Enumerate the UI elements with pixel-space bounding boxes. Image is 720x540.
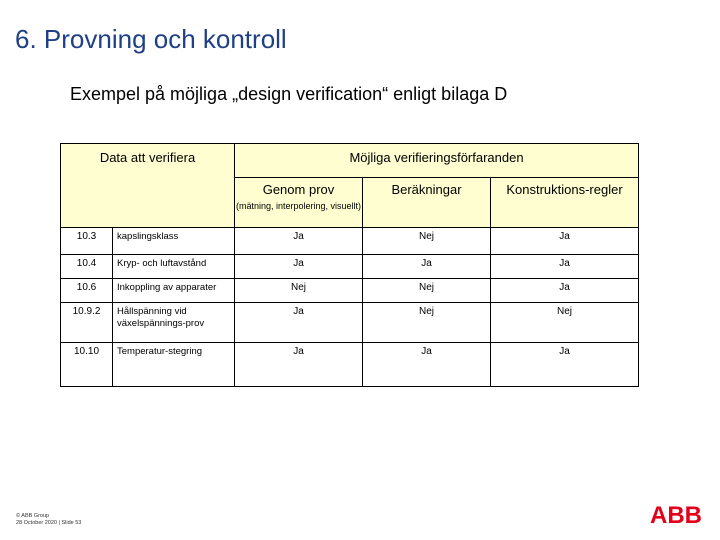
- row-description: kapslingsklass: [113, 228, 235, 255]
- header-verification-methods: Möjliga verifieringsförfaranden: [235, 144, 639, 178]
- table-row: [61, 255, 639, 279]
- row-number: 10.4: [61, 255, 113, 279]
- abb-logo-text: ABB: [650, 502, 702, 526]
- row-description: Kryp- och luftavstånd: [113, 255, 235, 279]
- table-row: [61, 343, 639, 387]
- table-row: [61, 303, 639, 343]
- row-calc-value: Nej: [363, 228, 491, 255]
- abb-logo: [650, 502, 706, 531]
- table-row: [61, 228, 639, 255]
- footer-date-slide: 28 October 2020 | Slide 53: [16, 520, 82, 526]
- row-description: Hållspänning vid växelspännings-prov: [113, 303, 235, 343]
- row-test-value: Ja: [235, 255, 363, 279]
- row-rules-value: Ja: [491, 343, 639, 387]
- footer: [16, 513, 81, 527]
- abb-logo-icon: [650, 502, 706, 526]
- row-calc-value: Nej: [363, 279, 491, 303]
- row-rules-value: Ja: [491, 255, 639, 279]
- row-number: 10.6: [61, 279, 113, 303]
- verification-table: [60, 143, 639, 387]
- row-test-value: Nej: [235, 279, 363, 303]
- row-rules-value: Nej: [491, 303, 639, 343]
- header-test-label: Genom prov: [262, 182, 335, 197]
- header-design-rules: Konstruktions-regler: [491, 178, 639, 228]
- row-calc-value: Nej: [363, 303, 491, 343]
- table-header-row: [61, 144, 639, 178]
- header-calculations: Beräkningar: [363, 178, 491, 228]
- footer-copyright: © ABB Group: [16, 513, 50, 519]
- slide-subtitle: Exempel på möjliga „design verification“ enligt bilaga D: [70, 84, 508, 104]
- row-test-value: Ja: [235, 343, 363, 387]
- slide-title: 6. Provning och kontroll: [15, 24, 287, 54]
- header-data-to-verify: Data att verifiera: [61, 144, 235, 228]
- row-number: 10.9.2: [61, 303, 113, 343]
- row-rules-value: Ja: [491, 279, 639, 303]
- row-description: Temperatur-stegring: [113, 343, 235, 387]
- row-number: 10.3: [61, 228, 113, 255]
- row-description: Inkoppling av apparater: [113, 279, 235, 303]
- row-calc-value: Ja: [363, 255, 491, 279]
- table-row: [61, 279, 639, 303]
- row-rules-value: Ja: [491, 228, 639, 255]
- row-test-value: Ja: [235, 228, 363, 255]
- header-test-note: (mätning, interpolering, visuellt): [235, 201, 362, 211]
- row-calc-value: Ja: [363, 343, 491, 387]
- header-test: [235, 178, 363, 228]
- row-test-value: Ja: [235, 303, 363, 343]
- row-number: 10.10: [61, 343, 113, 387]
